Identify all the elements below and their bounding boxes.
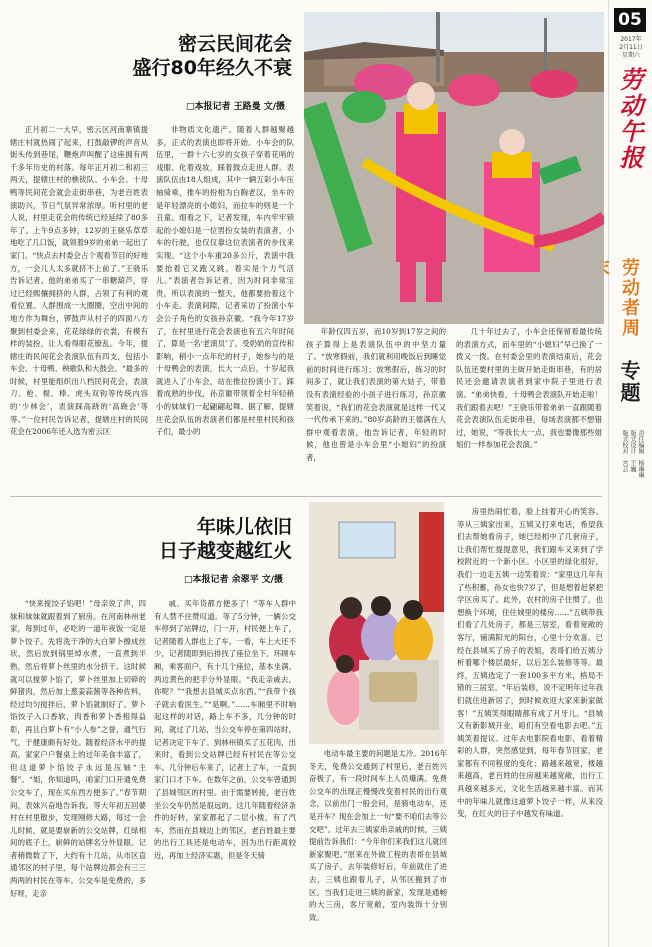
- article1-headline-line2: 盛行80年经久不衰: [132, 57, 292, 79]
- editor-line: 版式校对 宫芸: [621, 430, 628, 472]
- article2-column-1: [10, 598, 146, 940]
- folk-performance-illustration: [304, 12, 604, 324]
- column-sub: 专题: [617, 360, 641, 404]
- issue-date: [614, 36, 648, 60]
- article2-col4-text: 房里热闹忙着，脸上挂着开心的笑容。等从三姨家出来，五姨又打来电话，希望我们去帮她看房子，她已经相中了几套房子，让我们帮忙提提意见，我们跟车又来到了学校附近的一个新小区。小区里的绿化很好，我们一边走五姨一边笑着说：“家里这几年有了些积蓄，孙女也快7岁了，但是想着赶紧把学区房买了。此外，农村的房子住惯了，也想换个环境，住住城里的楼房……”五姨带我们看了几处房子，都是三居室，看着宽敞的客厅，铺满阳光的阳台，心里十分欢喜。已经在县城买了房子的表姐，表哥们给五姨分析着哪个楼层最好，以后怎么装修等等。最终，五姨选定了一套100多平方米，格局不错的三居室。“年后装修，说不定明年过年我们就住进新居了，到时候欢迎大家来新家做客！”五姨笑得眼睛都有成了月牙儿。“县城又有新影城开业，咱们有空看电影去吧。”五姨笑着提议。过年去电影院看电影，看着精彩的人群，突然感觉到，每年春节回家，老家都有不同程度的变化；路越来越宽，楼越来越高，老百姓的住房越来越宽敞，出行工具越来越多元，文化生活越来越丰富。而其中的年味儿就像这道萝卜饺子一样，从来没变，在红火的日子中越发有味道。: [457, 507, 603, 819]
- editor-line: 版式设计 王巍: [629, 430, 636, 472]
- article2-column-4: [457, 506, 603, 940]
- article1-col4-text: 几十年过去了，小车会还保留着最传统的表演方式，而车里的“小媳妇”早已换了一拨又一拨。在村委会里的表演结束后，花会队伍还要村里的主街开始走街串巷，有的居民还会邀请表演者到家中院子里进行表演。“弟弟快看，十母鸭会表演队开始走啦！我们跟着去吧！”王骁乐带着弟弟一直跟随着花会表演队伍走街串巷，每场表演都不想错过，她说，“等我长大一点，我也要像那些姐姐们一样参加花会表演。”: [456, 327, 602, 450]
- article2-column-2: [154, 598, 296, 940]
- article1-column-2: [156, 124, 294, 489]
- section-divider: [10, 496, 602, 497]
- article1-column-1: [10, 124, 148, 489]
- column-name: 劳动者周: [619, 258, 640, 338]
- article1-headline-line1: 密云民间花会: [177, 33, 292, 55]
- article2-headline-line2: 日子越变越红火: [158, 540, 292, 562]
- editor-line: 责任编辑 杨琳琳: [637, 430, 644, 478]
- page-number: 05: [614, 8, 646, 32]
- article1-byline: □本报记者 王路曼 文/摄: [186, 102, 286, 112]
- dumpling-making-illustration: [309, 502, 444, 744]
- article2-col2-text: 戚、买年货都方便多了！”等车人群中有人禁不住赞叹道。等了5分钟，一辆公交车停到了站牌边，门一开，村民便上车了，记者随着人群也上了车。一看，车上大还不少，记者随即到后排找了座位坐下。环顾车厢，乘客面户，有十几个座位，基本坐满。两边黄色的把手分外显眼。“我走亲戚去，你呢？”“我想去县城买点东西。”“我带个孩子就去看医生。”“是啊。”……车厢里不时响起这样的对话，路上车不多，几分钟的时间，就过了几站，当公交车停在第四站时，记者决定下车了。到林州镇买了五花肉，出来时，看到公交站牌已经有村民在等公交车。几分钟后车来了，记者上了车，一直到家门口才下车。在数年之前，公交车曾通到了县城邻区的村里。由于需要转接，老百姓坐公交车仍然是很远的。这几年随着经济条件的好转，家家都起了二层小楼，有了汽车，然而在县城边上的邻区，老百姓最主要的出行工具还是电动车，因为出行距离较近，再加上经济实惠，但是冬天骑: [154, 599, 296, 860]
- article2-col1-text: “快来搅饺子馅吧！”母亲说了声，四妹和妹妹就跟着到了厨房。在河南林州老家，每到过年，必吃的一道年夜饭一定是萝卜饺子。先将洗干净的大白萝卜擦成丝状，然后放到锅里焯水煮，一直煮到半熟，然后将萝卜丝里的水分挤干。这时候就可以搅萝卜馅了，萝卜丝里加上切碎的鲜猪肉，然后加上葱姜蒜酱等各种佐料，经过均匀搅拌后，萝卜馅就制好了。萝卜馅饺子入口香软，肉香和萝卜香相得益彰，再且白萝卜有“小人参”之誉，通气行气，于健康颇有好处。随着经济水平的提高，家家户户餐桌上的过年美食丰富了，但这道萝卜馅饺子永远是压轴“主餐”。“姐，你知道吗，咱家门口开通免费公交车了，现在买东西方便多了。”春节期间，表妹兴奋地告诉我。等大年初五回婆村在村里散步，发现刚修大路，每过一会儿时候，就是要崭新的公交站牌，红绿相间的底子上，崭鲜的站牌名分外显眼。记者稍微数了下，大约有十几站，从市区直通邻区的村子里，每个站牌边都会有三三两两的村民在等车。公交车是免费的，多好呀，走亲: [10, 599, 146, 898]
- date-weekday: 星期六: [621, 52, 640, 59]
- article1-col3-text: 年龄仅四五岁，而10岁到17岁之间的孩子算得上是表演队伍中的中坚力量了。“放寒假前，我们就利用晚饭后到睡觉前的时间进行练习；放寒假后，练习的时间多了，就让我们表演的第大姑子，带着没有表演经验的小孩子进行练习，孙京徽笑着说，“我们的花会表演就是这样一代又一代传承下来的。”80岁高龄的王德满在人群中观看表演，他告诉记者，年轻的时候，他也曾是小车会里“小媳妇”的扮演者，: [306, 327, 446, 462]
- article2-byline: □本报记者 余翠平 文/摄: [184, 575, 284, 585]
- article2-col3-text: 电动车最主要的问题是太冷。2016年冬天，免费公交通到了村里后，老百姓兴奋极了，有一段时间车上人员爆满。免费公交车的出现正慢慢改变着村民的出行观念，以前出门一般会问，是骑电动车，还是开车？现在会加上一句“要不咱们去等公交吧”。过年去三姨家串亲戚的时候，三姨提前告诉我们：“今年你们来我们这儿就回新家聚吧。”原来在外做工程的表哥在县城买了房子，去年装修好后，年前就住了进去，三姨也跟着儿子，从邻区搬到了市区。当我们走进三姨的新家，发现是通畅的大三房，客厅宽敞，室内装饰十分别致。: [309, 749, 447, 922]
- article2-photo-dumpling-making: [309, 502, 444, 744]
- article2-column-3: [309, 748, 447, 940]
- article1-column-4: [456, 326, 602, 491]
- masthead-logo: 劳动午报: [615, 67, 644, 171]
- article1-col2-text: 非物质文化遗产。随着人群越聚越多，正式的表演也即将开始。小车会的队伍里，一群十六七岁的女孩子穿着花哨的戏服、化着戏妆，踩着鼓点走进人群。表演队伍由18人组成，其中一辆五彩小车压轴骑乘，推车的扮相为白胸老汉，坐车的是年轻漂亮的小媳妇，而拉车的则是一个丑童。细看之下，记者发现，车内牢牢锁起的小媳妇是一位男扮女装的表演者，小车的行驶，也仅仅靠这位表演者的步伐来实现。“这个小车重20多公斤，表演中我要抬着它又跑又跳，着实是个力气活儿。”表演者告诉记者，因为时间非常宝贵，所以表演的一整天，他都要抬着这个小车走。表演间隙，记者采访了扮演小车会公子角色的女孩孙京徽。“我今年17岁了，在村里进行花会表演也有五六年时间了，算是一名‘老演员’了。受奶奶的宣传和影响，稍小一点年纪的村子，她参与的是十母鸭会的表演，长大一点后，十岁起我就进入了小车会，站在推拉扮演小丁。踩着成熟的步伐，孙京徽带领着全村年轻稍小的妹妹们一起翩翩起舞。据了解，提辖庄花会队伍的表演者们都是村里村民和孩子们，最小的: [156, 125, 294, 437]
- article1-photo-folk-performance: [304, 12, 604, 324]
- editor-credits: [616, 430, 644, 486]
- article2-headline-line1: 年味儿依旧: [196, 516, 292, 538]
- article1-col1-text: 正月初二一大早，密云区河南寨镇提辖庄村就热闹了起来，打鼓敲锣的声音从街头传到巷尾，鞭炮声叫醒了这座拥有两千多年历史的村落。每年正月初二和初三两天，提辖庄村的樵钹队、小车会、十母鸭等民间花会就会走街串巷，为老百姓表演助兴，节日气氛异常浓厚。听村里的老人说，村里走花会的传统已经延续了80多年了。上午9点多钟，12岁的王骁乐草草地吃了几口饭，就领着9岁的弟弟一起出了家门。“快点去村委会占个观看节目的好地方，一会儿人太多就挤不上前了。”王骁乐告诉记者。他的弟弟买了一串糖葫芦，穿过已经熙攘拥挤的人群，占领了有利的观看位置。人群围成一大圈圈，空出中间的地方作为舞台，锣鼓声从村子的四面八方聚到村委会来，花花绿绿的衣裳，有模有样的装扮，让人看得眼花缭乱。今年，提辖庄的民间花会表演队伍有四支，包括小车会、十母鸭、秧歌队和大鼓会。“最多的时候，村里能组织出八档民间花会，表演刀、枪、棍、棒、虎头双钩等传统内容的‘少林会’，表演踩高跷的‘高跷会’等等。”一位村民告诉记者，提辖庄村的民间花会在2006年还入选为密云区: [10, 125, 148, 437]
- article1-column-3: [306, 326, 446, 491]
- date-year: 2017年: [620, 36, 642, 43]
- date-day: 2月11日: [619, 44, 643, 51]
